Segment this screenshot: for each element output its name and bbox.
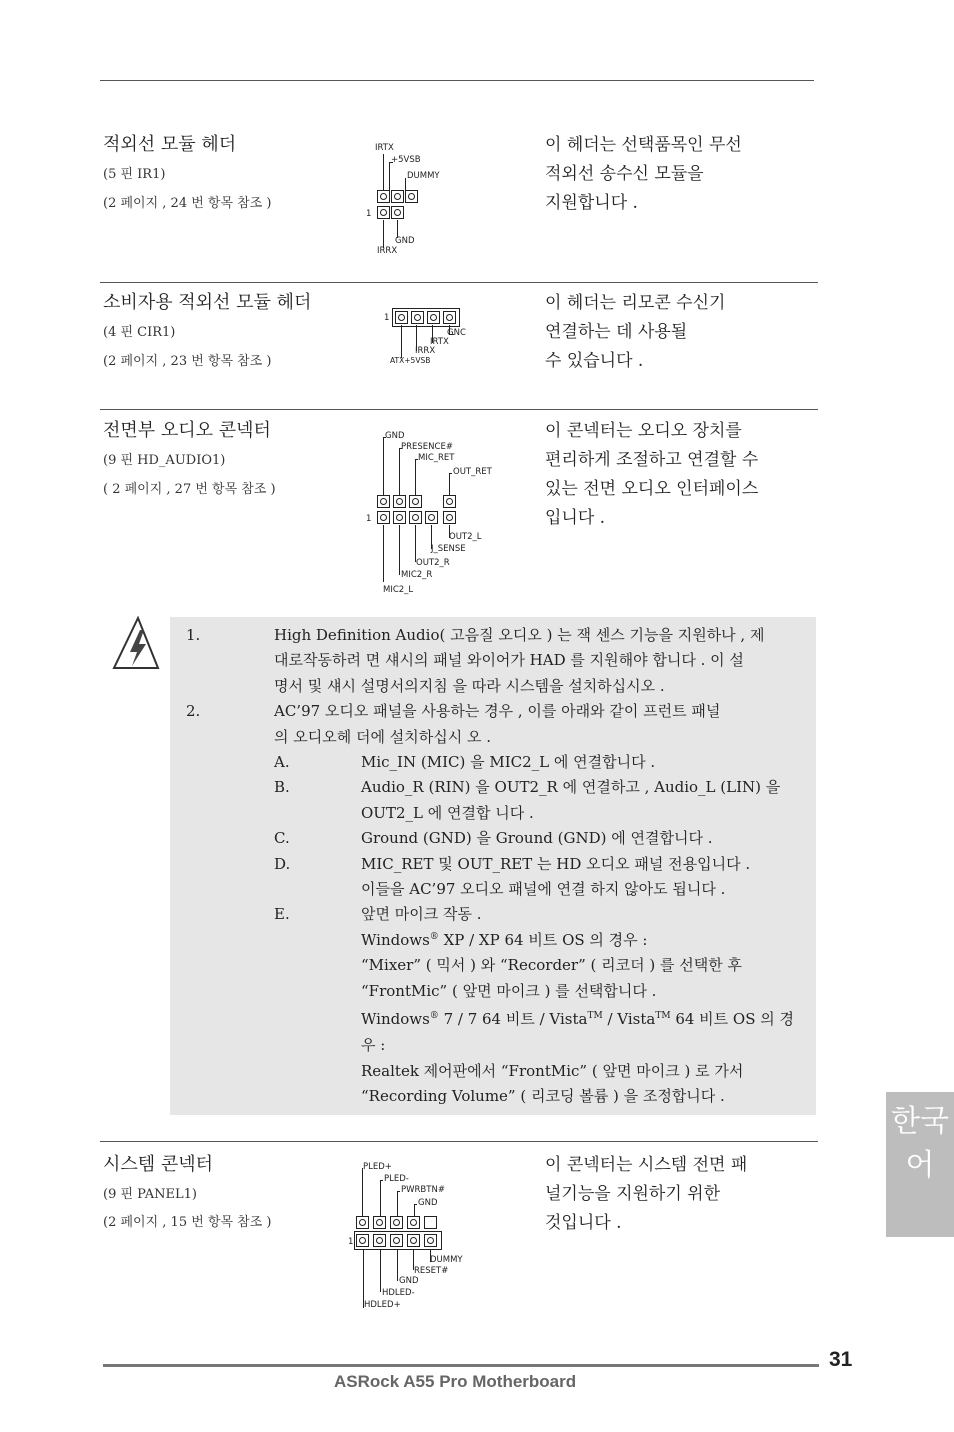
pin-label: OUT_RET: [453, 467, 492, 477]
pin-label: IRRX: [377, 246, 398, 256]
desc-line: 이 콘넥터는 오디오 장치를: [545, 421, 742, 441]
note-number: 1.: [186, 626, 201, 644]
footer-rule: [103, 1364, 819, 1367]
pin-label: HDLED-: [382, 1288, 415, 1298]
pin-label: PRESENCE#: [401, 442, 453, 452]
pin-label: GND: [385, 431, 405, 441]
note-number: 2.: [186, 702, 201, 721]
cir-pin-diagram: [380, 305, 500, 370]
note-line: 의 오디오헤 더에 설치하십시 오 .: [274, 727, 491, 746]
section-desc: [545, 417, 815, 533]
section-pins: (5 핀 IR1): [103, 167, 166, 182]
note-line: Realtek 제어판에서 “FrontMic” ( 앞면 마이크 ) 로 가서: [361, 1061, 744, 1080]
pin-label: PLED+: [363, 1162, 392, 1172]
pin-label: ATX+5VSB: [390, 356, 431, 365]
note-line: AC’97 오디오 패널을 사용하는 경우 , 이를 아래와 같이 프런트 패널: [274, 702, 721, 721]
desc-line: 이 헤더는 리모콘 수신기: [545, 293, 726, 313]
pin-label: 1: [366, 209, 372, 219]
pin-label: GND: [418, 1198, 438, 1208]
desc-line: 이 헤더는 선택품목인 무선: [545, 135, 742, 155]
note-line: Ground (GND) 을 Ground (GND) 에 연결합니다 .: [361, 829, 713, 848]
section-title: 전면부 오디오 콘넥터: [103, 420, 271, 441]
pin-label: 1: [384, 313, 390, 323]
top-rule: [100, 80, 814, 81]
note-line: OUT2_L 에 연결합 니다 .: [361, 803, 534, 822]
note-line: Audio_R (RIN) 을 OUT2_R 에 연결하고 , Audio_L (LIN) 을: [361, 778, 781, 797]
note-line: Windows® 7 / 7 64 비트 / Vista™ / Vista™ 64 비트 OS 의 경: [361, 1010, 795, 1028]
note-subletter: E.: [274, 905, 290, 924]
note-line: 앞면 마이크 작동 .: [361, 905, 482, 924]
desc-line: 적외선 송수신 모듈을: [545, 164, 704, 184]
note-line: 우 :: [361, 1036, 386, 1055]
pin-label: +5VSB: [391, 155, 421, 165]
desc-line: 것입니다 .: [545, 1213, 622, 1233]
section-ref: (2 페이지 , 15 번 항목 참조 ): [103, 1215, 272, 1230]
pin-label: J_SENSE: [431, 544, 466, 554]
note-line: “Recording Volume” ( 리코딩 볼륨 ) 을 조정합니다 .: [361, 1087, 725, 1106]
section-pins: (4 핀 CIR1): [103, 325, 176, 340]
pin-label: OUT2_L: [449, 532, 482, 542]
pin-label: GND: [395, 236, 415, 246]
desc-line: 이 콘넥터는 시스템 전면 패: [545, 1155, 748, 1175]
note-subletter: C.: [274, 829, 290, 848]
desc-line: 입니다 .: [545, 508, 606, 528]
note-line: 대로작동하려 면 섀시의 패널 와이어가 HAD 를 지원해야 합니다 . 이 설: [274, 651, 744, 670]
note-line: 명서 및 섀시 설명서의지침 을 따라 시스템을 설치하십시오 .: [274, 676, 665, 695]
pin-label: 1: [366, 514, 372, 524]
section-ref: ( 2 페이지 , 27 번 항목 참조 ): [103, 482, 276, 497]
pin-label: 1: [348, 1237, 354, 1247]
section-title: 적외선 모듈 헤더: [103, 134, 237, 155]
desc-line: 수 있습니다 .: [545, 351, 644, 371]
pin-label: DUMMY: [430, 1255, 463, 1265]
pin-label: IRTX: [430, 337, 449, 347]
note-line: MIC_RET 및 OUT_RET 는 HD 오디오 패널 전용입니다 .: [361, 854, 751, 873]
pin-label: IRTX: [375, 143, 394, 153]
language-tab-label: 한국어: [891, 1104, 949, 1183]
section-ref: (2 페이지 , 23 번 항목 참조 ): [103, 354, 272, 369]
pin-label: GNC: [447, 328, 466, 338]
warning-icon: [110, 616, 160, 672]
pin-label: MIC2_R: [401, 570, 433, 580]
language-tab: [886, 1092, 954, 1237]
desc-line: 연결하는 데 사용될: [545, 322, 688, 342]
ir-pin-diagram: [360, 140, 480, 260]
note-line: “Mixer” ( 믹서 ) 와 “Recorder” ( 리코더 ) 를 선택한 후: [361, 956, 743, 975]
desc-line: 있는 전면 오디오 인터페이스: [545, 479, 759, 499]
note-line: Mic_IN (MIC) 을 MIC2_L 에 연결합니다 .: [361, 753, 656, 771]
section-divider: [100, 409, 818, 410]
page-number: 31: [829, 1348, 853, 1371]
section-pins: (9 핀 HD_AUDIO1): [103, 453, 226, 468]
pin-label: HDLED+: [364, 1300, 401, 1310]
section-desc: [545, 131, 815, 218]
panel-pin-diagram: [340, 1158, 510, 1313]
section-desc: [545, 1151, 815, 1238]
note-subletter: D.: [274, 854, 291, 873]
note-line: High Definition Audio( 고음질 오디오 ) 는 잭 센스 기능을 지원하나 , 제: [274, 626, 765, 644]
note-line: 이들을 AC’97 오디오 패널에 연결 하지 않아도 됩니다 .: [361, 880, 726, 898]
desc-line: 지원합니다 .: [545, 193, 638, 213]
footer-title: ASRock A55 Pro Motherboard: [334, 1372, 577, 1391]
section-title: 소비자용 적외선 모듈 헤더: [103, 292, 312, 313]
pin-label: OUT2_R: [416, 558, 450, 568]
pin-label: RESET#: [414, 1266, 449, 1276]
section-pins: (9 핀 PANEL1): [103, 1187, 197, 1202]
pin-label: PLED-: [384, 1174, 409, 1184]
note-subletter: B.: [274, 778, 290, 797]
pin-label: GND: [399, 1276, 419, 1286]
section-divider: [100, 282, 818, 283]
pin-label: MIC2_L: [383, 585, 414, 595]
pin-label: IRRX: [415, 346, 436, 356]
section-ref: (2 페이지 , 24 번 항목 참조 ): [103, 196, 272, 211]
pin-label: MIC_RET: [418, 453, 455, 463]
section-desc: [545, 289, 815, 376]
note-line: Windows® XP / XP 64 비트 OS 의 경우 :: [361, 930, 648, 949]
note-line: “FrontMic” ( 앞면 마이크 ) 를 선택합니다 .: [361, 981, 657, 1000]
section-divider: [100, 1141, 818, 1142]
pin-label: PWRBTN#: [401, 1185, 445, 1195]
section-title: 시스템 콘넥터: [103, 1154, 214, 1175]
note-subletter: A.: [274, 753, 290, 771]
audio-pin-diagram: [360, 425, 520, 600]
pin-label: DUMMY: [407, 171, 440, 181]
desc-line: 널기능을 지원하기 위한: [545, 1184, 721, 1204]
desc-line: 편리하게 조절하고 연결할 수: [545, 450, 759, 470]
